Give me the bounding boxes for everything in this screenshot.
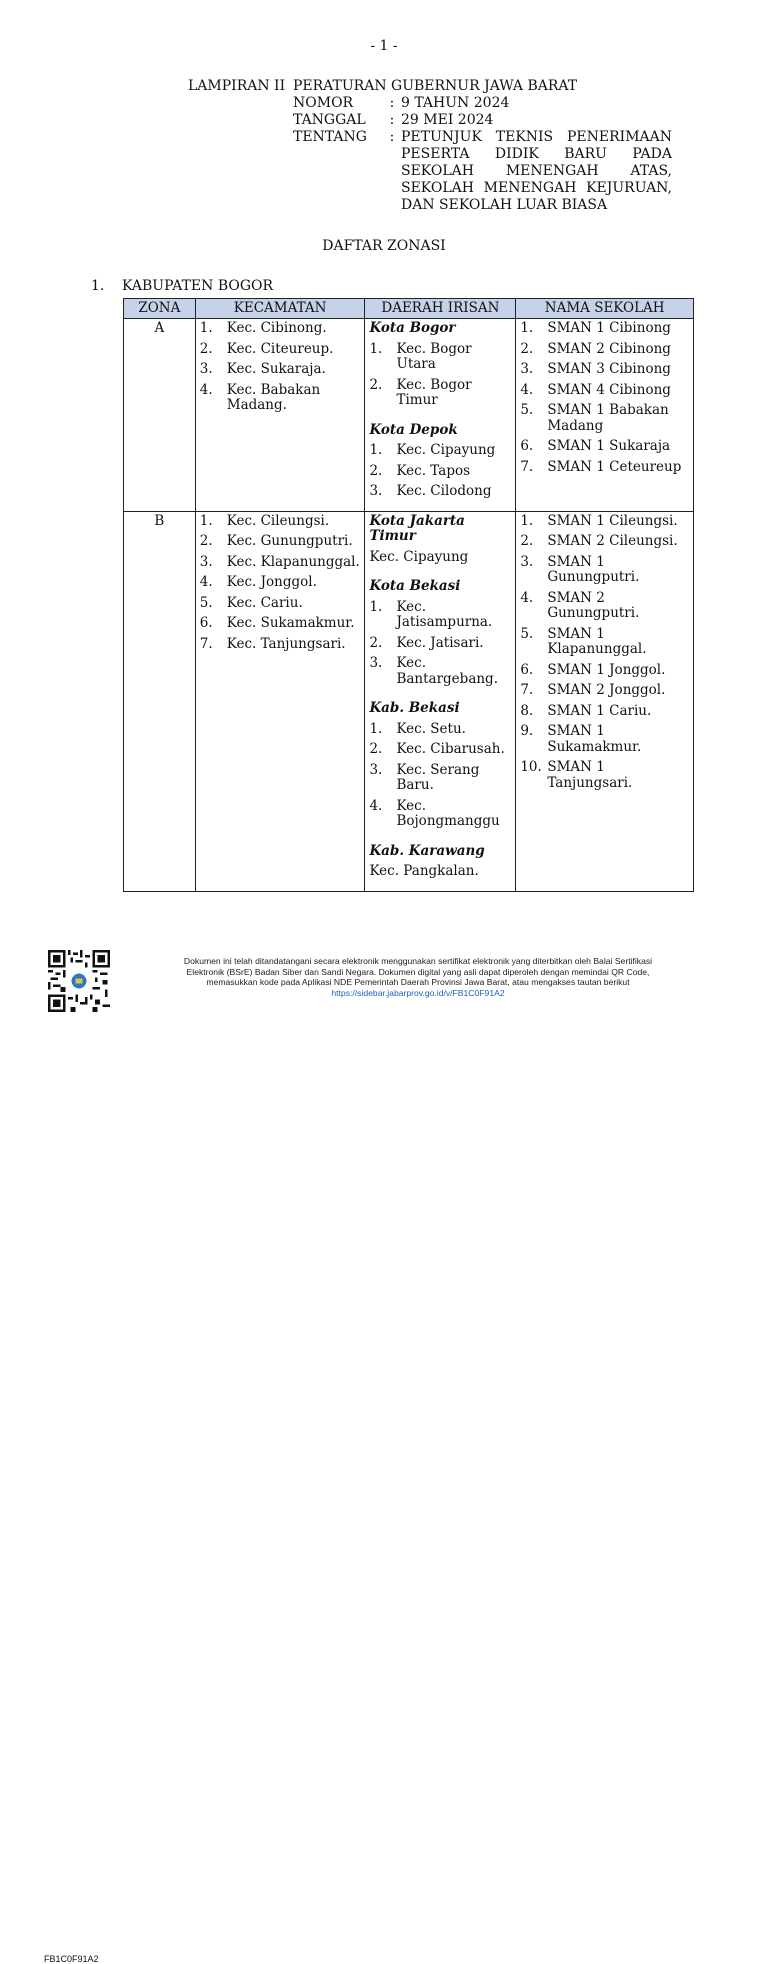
item-number: 3. xyxy=(199,361,213,378)
item-text: SMAN 2 Gunungputri. xyxy=(547,589,640,622)
list-item xyxy=(200,575,361,591)
item-number: 7. xyxy=(520,458,534,475)
item-text: Kec. Jonggol. xyxy=(226,574,317,591)
item-text: Kec. Gunungputri. xyxy=(226,533,353,550)
list-item xyxy=(369,656,511,687)
kecamatan-cell xyxy=(195,319,365,512)
item-text: Kec. Setu. xyxy=(396,720,466,737)
list-item xyxy=(520,663,689,679)
item-text: Kec. Sukaraja. xyxy=(226,361,326,378)
item-number: 5. xyxy=(199,594,213,611)
item-text: SMAN 1 Sukaraja xyxy=(547,438,671,455)
list-item xyxy=(520,704,689,720)
item-number: 1. xyxy=(369,340,383,357)
item-text: Kec. Serang Baru. xyxy=(396,761,480,794)
region-district: Kec. Cipayung xyxy=(369,548,469,565)
item-text: SMAN 1 Gunungputri. xyxy=(547,553,640,586)
list-item xyxy=(520,627,689,658)
region-group-title: Kota Jakarta Timur xyxy=(369,512,465,545)
item-text: SMAN 1 Tanjungsari. xyxy=(547,759,633,791)
list-item xyxy=(520,591,689,622)
list-item xyxy=(520,403,689,434)
item-number: 3. xyxy=(520,553,534,570)
item-number: 1. xyxy=(520,320,534,336)
daerah-irisan-cell xyxy=(365,511,516,891)
header-kecamatan: KECAMATAN xyxy=(195,299,365,319)
list-item xyxy=(520,555,689,586)
item-number: 3. xyxy=(369,655,383,672)
item-text: Kec. Citeureup. xyxy=(226,340,334,357)
item-text: Kec. Bojongmanggu xyxy=(396,797,500,830)
header-daerah-irisan: DAERAH IRISAN xyxy=(365,299,516,319)
item-number: 1. xyxy=(369,720,383,737)
table-row xyxy=(124,511,694,891)
item-text: Kec. Tanjungsari. xyxy=(226,635,346,652)
peraturan-title: PERATURAN GUBERNUR JAWA BARAT xyxy=(293,78,578,94)
item-number: 2. xyxy=(199,340,213,357)
item-number: 2. xyxy=(520,533,534,550)
zona-cell: B xyxy=(124,511,196,891)
region-group-title: Kota Bekasi xyxy=(369,578,461,595)
item-text: Kec. Jatisari. xyxy=(396,634,484,651)
item-text: SMAN 1 Sukamakmur. xyxy=(547,723,642,755)
item-number: 1. xyxy=(199,512,213,529)
table-header-row xyxy=(124,299,694,319)
lampiran-label: LAMPIRAN II xyxy=(188,78,286,94)
item-text: SMAN 2 Jonggol. xyxy=(547,682,666,699)
item-number: 2. xyxy=(369,634,383,651)
item-text: Kec. Cipayung xyxy=(396,442,496,459)
list-item xyxy=(369,722,511,738)
nomor-value: 9 TAHUN 2024 xyxy=(401,95,510,111)
item-number: 6. xyxy=(520,661,534,678)
nomor-label: NOMOR xyxy=(293,95,354,111)
item-number: 4. xyxy=(369,797,383,814)
item-number: 6. xyxy=(520,438,534,455)
item-text: SMAN 4 Cibinong xyxy=(547,381,671,398)
item-number: 2. xyxy=(520,340,534,357)
section-heading: 1. KABUPATEN BOGOR xyxy=(91,278,274,294)
tanggal-label: TANGGAL xyxy=(293,112,366,128)
zonasi-table xyxy=(123,298,694,892)
item-number: 1. xyxy=(520,512,534,529)
item-number: 5. xyxy=(520,625,534,642)
list-item xyxy=(369,484,511,500)
document-header: LAMPIRAN II PERATURAN GUBERNUR JAWA BARAT NOMOR : 9 TAHUN 2024 TANGGAL : 29 MEI 2024 TENTANG : PETUNJUK TEKNIS PENERIMAAN PESERTA DIDIK BARU PADA SEKOLAH MENENGAH ATAS, SEKOLAH MENENGAH KEJURUAN, DAN SEKOLAH LUAR BIASA xyxy=(188,78,672,213)
page-number: - 1 - xyxy=(370,38,398,54)
item-number: 1. xyxy=(199,320,213,336)
list-item xyxy=(520,439,689,455)
page-title: DAFTAR ZONASI xyxy=(322,238,446,254)
item-number: 3. xyxy=(520,361,534,378)
item-number: 2. xyxy=(199,533,213,550)
item-text: SMAN 3 Cibinong xyxy=(547,361,671,378)
list-item xyxy=(200,514,361,530)
list-item xyxy=(200,534,361,550)
item-number: 10. xyxy=(520,759,542,776)
region-district: Kec. Pangkalan. xyxy=(369,863,479,880)
item-text: SMAN 1 Ceteureup xyxy=(547,458,682,475)
qr-code-id: FB1C0F91A2 xyxy=(44,1954,99,1964)
list-item xyxy=(520,362,689,378)
list-item xyxy=(200,596,361,612)
item-text: SMAN 1 Cariu. xyxy=(547,702,652,719)
item-number: 9. xyxy=(520,723,534,740)
list-item xyxy=(369,763,511,794)
region-group-title: Kota Bogor xyxy=(369,320,456,336)
list-item xyxy=(520,534,689,550)
kecamatan-cell xyxy=(195,511,365,891)
footer-signature-note: Dokumen ini telah ditandatangani secara elektronik menggunakan sertifikat elektronik yang diterbitkan oleh Balai Sertifikasi Elektronik (BSrE) Badan Siber dan Sandi Negara. Dokumen digital yang asli dapat diperoleh dengan memindai QR Code, memasukkan kode pada Aplikasi NDE Pemerintah Daerah Provinsi Jawa Barat, atau mengakses tautan berikut https://sidebar.jabarprov.go.id/v/FB1C0F91A2 xyxy=(128,956,708,998)
tanggal-value: 29 MEI 2024 xyxy=(401,112,494,128)
item-number: 3. xyxy=(369,761,383,778)
header-zona: ZONA xyxy=(124,299,196,319)
item-number: 1. xyxy=(369,598,383,615)
list-item xyxy=(200,616,361,632)
item-text: Kec. Bogor Utara xyxy=(396,340,472,373)
qr-code-icon xyxy=(48,950,110,1012)
item-number: 7. xyxy=(520,682,534,699)
region-group-title: Kab. Karawang xyxy=(369,842,485,859)
region-group-title: Kab. Bekasi xyxy=(369,700,460,717)
list-item xyxy=(369,742,511,758)
list-item xyxy=(369,600,511,631)
list-item xyxy=(520,724,689,755)
list-item xyxy=(200,321,361,337)
item-number: 3. xyxy=(199,553,213,570)
item-number: 2. xyxy=(369,741,383,758)
item-text: SMAN 1 Klapanunggal. xyxy=(547,625,647,658)
list-item xyxy=(200,555,361,571)
item-number: 6. xyxy=(199,615,213,632)
item-number: 8. xyxy=(520,702,534,719)
item-text: SMAN 1 Jonggol. xyxy=(547,661,666,678)
item-text: Kec. Cilodong xyxy=(396,483,492,500)
list-item xyxy=(369,443,511,459)
list-item xyxy=(369,342,511,373)
list-item xyxy=(369,799,511,830)
table-row xyxy=(124,319,694,512)
list-item xyxy=(200,362,361,378)
item-text: Kec. Bantargebang. xyxy=(396,655,498,687)
region-group-title: Kota Depok xyxy=(369,421,458,438)
list-item xyxy=(200,342,361,358)
item-text: Kec. Jatisampurna. xyxy=(396,598,493,631)
list-item xyxy=(369,378,511,409)
list-item xyxy=(520,383,689,399)
nama-sekolah-cell xyxy=(516,511,694,891)
list-item xyxy=(520,460,689,476)
item-text: Kec. Klapanunggal. xyxy=(226,553,360,570)
zona-cell: A xyxy=(124,319,196,512)
list-item xyxy=(520,683,689,699)
item-text: Kec. Bogor Timur xyxy=(396,376,472,409)
list-item xyxy=(369,636,511,652)
item-text: Kec. Babakan Madang. xyxy=(226,381,321,414)
list-item xyxy=(520,342,689,358)
item-number: 4. xyxy=(199,381,213,398)
item-text: SMAN 2 Cibinong xyxy=(547,340,671,357)
item-text: SMAN 1 Cileungsi. xyxy=(547,512,678,529)
list-item xyxy=(520,514,689,530)
item-number: 1. xyxy=(369,442,383,459)
list-item xyxy=(200,637,361,653)
item-number: 4. xyxy=(520,589,534,606)
verification-link[interactable]: https://sidebar.jabarprov.go.id/v/FB1C0F91A2 xyxy=(331,987,505,998)
item-text: Kec. Tapos xyxy=(396,462,471,479)
item-text: SMAN 1 Babakan Madang xyxy=(547,402,669,434)
item-text: SMAN 1 Cibinong xyxy=(547,320,671,336)
item-number: 5. xyxy=(520,402,534,419)
tentang-value: PETUNJUK TEKNIS PENERIMAAN PESERTA DIDIK BARU PADA SEKOLAH MENENGAH ATAS, SEKOLAH MENENGAH KEJURUAN, DAN SEKOLAH LUAR BIASA xyxy=(401,129,672,213)
item-text: SMAN 2 Cileungsi. xyxy=(547,533,678,550)
item-text: Kec. Sukamakmur. xyxy=(226,615,355,632)
list-item xyxy=(200,383,361,414)
item-number: 2. xyxy=(369,376,383,393)
item-number: 4. xyxy=(199,574,213,591)
nama-sekolah-cell xyxy=(516,319,694,512)
item-number: 2. xyxy=(369,462,383,479)
item-number: 3. xyxy=(369,483,383,500)
item-text: Kec. Cileungsi. xyxy=(226,512,330,529)
daerah-irisan-cell xyxy=(365,319,516,512)
header-nama-sekolah: NAMA SEKOLAH xyxy=(516,299,694,319)
list-item xyxy=(369,464,511,480)
tentang-label: TENTANG xyxy=(293,129,367,145)
item-text: Kec. Cibinong. xyxy=(226,320,327,336)
item-text: Kec. Cariu. xyxy=(226,594,303,611)
item-text: Kec. Cibarusah. xyxy=(396,741,505,758)
list-item xyxy=(520,321,689,337)
item-number: 7. xyxy=(199,635,213,652)
list-item xyxy=(520,760,689,791)
item-number: 4. xyxy=(520,381,534,398)
